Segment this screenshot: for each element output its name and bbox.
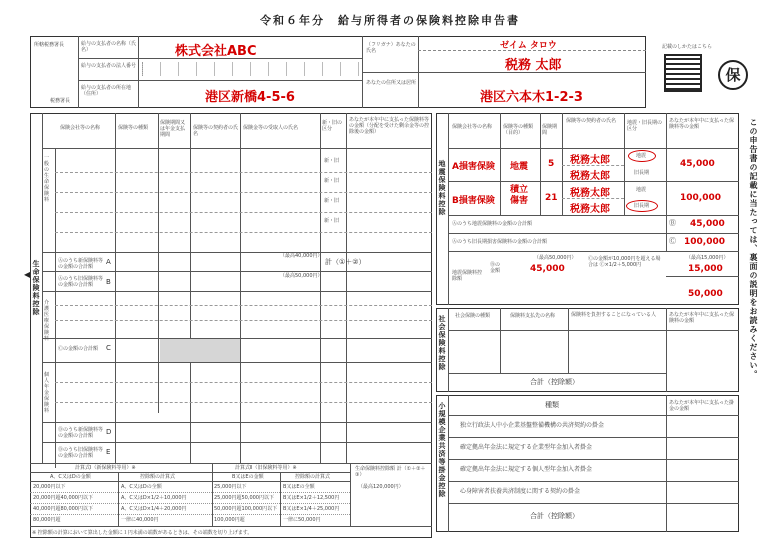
row-class-3: 新・旧	[324, 198, 340, 204]
payer-number-field[interactable]	[142, 62, 359, 76]
life-header-recipient: 保険金等の受取人の氏名	[243, 125, 299, 131]
address-label: あなたの住所又は居所	[366, 80, 417, 86]
office-label-2: 税務署長	[50, 98, 71, 104]
life-header-period: 保険期間又は年金支払期間	[160, 120, 186, 138]
qr-note: 記載のしかたはこちら	[662, 44, 713, 50]
letter-e: E	[106, 448, 111, 456]
eq-sum-long-label: Ⓐのうち旧長期損害保険料の金額の合計額	[452, 239, 548, 245]
row-class-2: 新・旧	[324, 178, 340, 184]
eq-row1-amount[interactable]: 45,000	[680, 159, 715, 169]
left-marker-icon: ◀	[24, 270, 31, 279]
sum-d-label: Ⓓのうち新保険料等の金額の合計額	[58, 427, 104, 439]
f1-r4-a: 80,000円超	[33, 517, 61, 523]
formula-header-2: 計算式Ⅱ（旧保険料等用）※	[235, 465, 297, 471]
eq-row1-class-alt[interactable]: 旧長期	[634, 170, 650, 176]
f2-r4-b: 一律に50,000円	[283, 517, 321, 523]
office-label: 所轄税務署長	[34, 42, 65, 48]
eq-c-formula: Ⓒの金額が10,000円を超える場合は Ⓒ×1/2＋5,000円	[588, 256, 661, 268]
shaded-cell	[160, 339, 240, 362]
formula-col-deduct: 控除額の計算式	[140, 474, 176, 480]
f2-r1-b: B又はEの全額	[283, 484, 315, 490]
social-header-payee: 保険料支払先の名称	[510, 313, 556, 319]
formula-col-amount: A、C又はDの金額	[50, 474, 91, 480]
eq-row1-class[interactable]: 地震	[636, 153, 647, 159]
row-class-1: 新・旧	[324, 158, 340, 164]
se-row-1: 独立行政法人中小企業基盤整備機構の共済契約の掛金	[460, 422, 605, 429]
formula-col-deduct-2: 控除額の計算式	[295, 474, 331, 480]
eq-row2-contractor[interactable]: 税務太郎	[570, 188, 610, 199]
se-row-4: 心身障害者扶養共済制度に関する契約の掛金	[460, 488, 581, 495]
f1-r1-b: A、C又はDの全額	[121, 484, 162, 490]
sum-e-label: Ⓓのうち旧保険料等の金額の合計額	[58, 447, 104, 459]
letter-c: C	[106, 344, 111, 352]
f2-r2-b: B又はE×1/2＋12,500円	[283, 495, 340, 501]
letter-d: D	[106, 428, 112, 436]
eq-row2-company[interactable]: B損害保険	[452, 196, 495, 206]
life-header-contractor: 保険等の契約者の氏名	[193, 125, 239, 137]
life-header-kind: 保険等の種類	[118, 125, 149, 131]
se-row-2: 確定拠出年金法に規定する企業型年金加入者掛金	[460, 444, 593, 451]
se-total-label: 合計（控除額）	[530, 512, 579, 520]
payer-address[interactable]: 港区新橋4-5-6	[205, 90, 295, 105]
eq-total[interactable]: 50,000	[688, 289, 723, 299]
se-amount-header: あなたが本年中に支払った掛金の金額	[669, 400, 735, 412]
eq-sum-quake-letter: Ⓑ	[669, 219, 676, 227]
f1-r3-b: A、C又はD×1/4＋20,000円	[121, 506, 187, 512]
eq-header-period: 保険期間	[542, 124, 558, 136]
furigana-value[interactable]: ゼイム タロウ	[500, 41, 557, 51]
life-header-amount: あなたが本年中に支払った保険料等の金額（分配を受けた剰余金等の控除後の金額）	[349, 117, 430, 135]
social-total-label: 合計（控除額）	[530, 378, 579, 386]
eq-c-amount[interactable]: 15,000	[688, 264, 723, 274]
payer-name[interactable]: 株式会社ABC	[175, 44, 257, 59]
social-header-person: 保険料を負担することになっている人	[571, 312, 657, 318]
se-row-3: 確定拠出年金法に規定する個人型年金加入者掛金	[460, 466, 593, 473]
f1-r1-a: 20,000円以下	[33, 484, 66, 490]
social-header-kind: 社会保険の種類	[455, 313, 491, 319]
sum-b-label: Ⓐのうち旧保険料等の金額の合計額	[58, 276, 104, 288]
life-section-title: 生命保険料控除	[32, 260, 40, 316]
letter-b: B	[106, 278, 111, 286]
life-max-120000: （最高120,000円）	[358, 484, 404, 490]
page-title: 令和６年分 給与所得者の保険料控除申告書	[260, 14, 520, 27]
life-header-company: 保険会社等の名称	[60, 125, 101, 131]
general-label: 一般の生命保険料	[44, 155, 50, 203]
eq-sum-long-letter: Ⓒ	[669, 237, 676, 245]
eq-b-amount[interactable]: 45,000	[530, 264, 565, 274]
qr-code-icon[interactable]	[664, 54, 702, 92]
f2-r3-a: 50,000円超100,000円以下	[214, 506, 278, 512]
eq-row1-period[interactable]: 5	[548, 159, 555, 169]
small-enterprise-section-title: 小規模企業共済等掛金控除	[438, 402, 446, 498]
f1-r4-b: 一律に40,000円	[121, 517, 159, 523]
eq-sum-long[interactable]: 100,000	[684, 237, 725, 247]
f1-r2-b: A、C又はD×1/2＋10,000円	[121, 495, 187, 501]
kei-label: 計（①＋②）	[325, 258, 366, 266]
eq-row2-class[interactable]: 地震	[636, 187, 647, 193]
eq-row2-kind[interactable]: 積立傷害	[510, 185, 529, 206]
eq-sum-quake-label: Ⓐのうち地震保険料の金額の合計額	[452, 221, 533, 227]
eq-header-company: 保険会社等の名称	[452, 124, 493, 130]
f1-r2-a: 20,000円超40,000円以下	[33, 495, 93, 501]
payer-address-label: 給与の支払者の所在地（住所）	[81, 85, 132, 97]
furigana-label: （フリガナ）あなたの氏名	[366, 42, 416, 54]
eq-row1-kind[interactable]: 地震	[510, 162, 529, 172]
stamp-circle: 保	[718, 60, 748, 90]
pension-label: 個人年金保険料	[44, 372, 50, 414]
f2-r1-a: 25,000円以下	[214, 484, 247, 490]
eq-header-contractor: 保険等の契約者の氏名	[566, 118, 617, 124]
eq-max-15000: （最高15,000円）	[686, 255, 729, 261]
eq-row2-period[interactable]: 21	[545, 193, 558, 203]
life-total-label: 生命保険料控除額 計（①＋②＋③）	[355, 466, 426, 478]
eq-max-50000: （最高50,000円）	[534, 255, 577, 261]
f2-r4-a: 100,000円超	[214, 517, 245, 523]
sum-c-label: Ⓒの金額の合計額	[58, 346, 99, 352]
life-note: ※ 控除額の計算において算出した金額に１円未満の端数があるときは、その端数を切り上げます。	[32, 530, 253, 536]
eq-row1-insured[interactable]: 税務太郎	[570, 171, 610, 182]
f2-r3-b: B又はE×1/4＋25,000円	[283, 506, 340, 512]
payer-number-label: 給与の支払者の法人番号	[81, 63, 137, 69]
se-kind-header: 種類	[545, 401, 559, 409]
employee-address[interactable]: 港区六本木1-2-3	[480, 90, 583, 105]
eq-b-label: Ⓑの金額	[490, 262, 501, 274]
f2-r2-a: 25,000円超50,000円以下	[214, 495, 274, 501]
eq-row2-amount[interactable]: 100,000	[680, 193, 721, 203]
eq-header-kind: 保険等の種類（目的）	[503, 124, 534, 136]
eq-deduction-label: 地震保険料控除額	[452, 270, 483, 282]
sum-a-label: Ⓐのうち新保険料等の金額の合計額	[58, 258, 104, 270]
eq-sum-quake[interactable]: 45,000	[690, 219, 725, 229]
f1-r3-a: 40,000円超80,000円以下	[33, 506, 93, 512]
payer-name-label: 給与の支払者の名称（氏名）	[81, 41, 137, 53]
earthquake-section-title: 地震保険料控除	[438, 160, 446, 216]
life-header-class: 新・旧の区分	[322, 120, 343, 132]
social-section-title: 社会保険料控除	[438, 315, 446, 371]
eq-header-amount: あなたが本年中に支払った保険料等の金額	[669, 118, 735, 130]
formula-col-amount-2: B又はEの金額	[232, 474, 264, 480]
side-note: この申告書の記載に当たっては、裏面の説明をお読みください。	[749, 118, 758, 379]
eq-row1-contractor[interactable]: 税務太郎	[570, 155, 610, 166]
letter-a: A	[106, 258, 111, 266]
row-class-4: 新・旧	[324, 218, 340, 224]
eq-row2-class-alt[interactable]: 旧長期	[634, 203, 650, 209]
social-header-amount: あなたが本年中に支払った保険料の金額	[669, 312, 735, 324]
employee-name[interactable]: 税務 太郎	[505, 58, 562, 73]
formula-header-1: 計算式Ⅰ（新保険料等用）※	[75, 465, 136, 471]
care-label: 介護医療保険料	[44, 300, 50, 342]
eq-row2-insured[interactable]: 税務太郎	[570, 204, 610, 215]
eq-header-class: 地震・旧長期の区分	[627, 120, 663, 132]
max-40000-a: （最高40,000円）	[280, 253, 323, 259]
max-50000-b: （最高50,000円）	[280, 273, 323, 279]
eq-row1-company[interactable]: A損害保険	[452, 162, 495, 172]
